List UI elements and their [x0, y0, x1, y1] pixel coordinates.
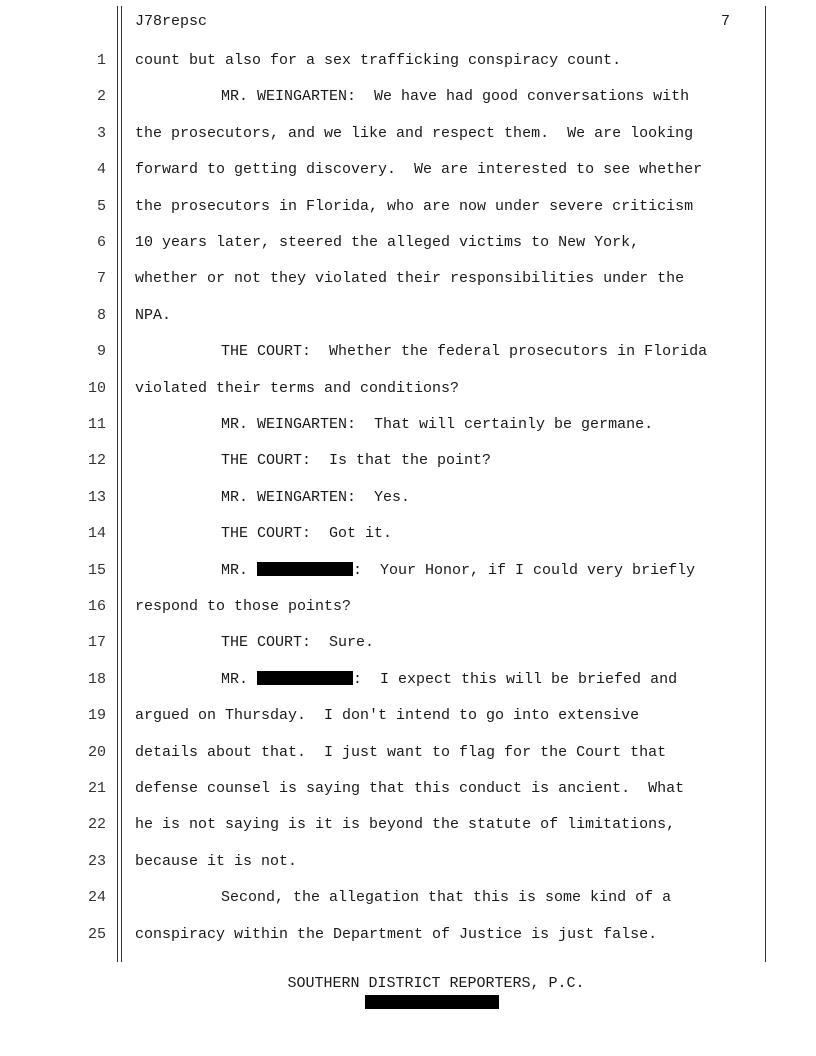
transcript-line: [0, 816, 816, 852]
line-number: 4: [96, 161, 106, 179]
line-number: 25: [87, 925, 106, 943]
line-text: [135, 816, 675, 833]
transcript-line: [0, 161, 816, 197]
line-number: 9: [96, 343, 106, 361]
transcript-line: [0, 598, 816, 634]
line-number: 23: [87, 852, 106, 870]
line-text: [135, 198, 693, 215]
line-text-segment: argued on Thursday. I don't intend to go into extensive: [135, 707, 640, 725]
line-text-segment: violated their terms and conditions?: [135, 379, 460, 397]
line-text: [135, 161, 702, 178]
line-text-segment: the prosecutors in Florida, who are now under severe criticism: [135, 197, 694, 215]
line-text-segment: THE COURT: Is that the point?: [221, 452, 492, 470]
document-id: J78repsc: [135, 13, 208, 30]
line-text-segment: defense counsel is saying that this conduct is ancient. What: [135, 780, 685, 797]
transcript-line: [0, 780, 816, 816]
transcript-line: [0, 525, 816, 561]
transcript-line: [0, 926, 816, 962]
transcript-line: [0, 343, 816, 379]
line-number: 20: [87, 743, 106, 761]
line-number: 11: [87, 416, 106, 433]
line-text: [135, 52, 621, 69]
transcript-line: [0, 416, 816, 452]
line-text-segment: MR.: [221, 670, 258, 688]
line-number: 15: [87, 561, 106, 579]
line-text: [135, 744, 666, 761]
transcript-line: [0, 562, 816, 598]
transcript-line: [0, 307, 816, 343]
line-text-segment: MR.: [221, 561, 258, 579]
line-number: 18: [87, 670, 106, 688]
line-text-segment: he is not saying is it is beyond the statute of limitations,: [135, 816, 676, 834]
transcript-line: [0, 88, 816, 124]
line-text-segment: MR. WEINGARTEN: Yes.: [221, 488, 411, 506]
line-text: [135, 343, 707, 360]
page-number: 7: [721, 13, 731, 30]
line-text-segment: : I expect this will be briefed and: [353, 670, 678, 688]
line-text: [135, 671, 677, 688]
line-text-segment: THE COURT: Whether the federal prosecutors in Florida: [221, 343, 708, 361]
line-text-segment: conspiracy within the Department of Justice is just false.: [135, 925, 658, 943]
line-number: 21: [87, 780, 106, 797]
line-number: 1: [96, 52, 106, 69]
line-number: 12: [87, 452, 106, 470]
line-text-segment: count but also for a sex trafficking conspiracy count.: [135, 52, 622, 69]
transcript-line: [0, 380, 816, 416]
line-text: [135, 780, 684, 797]
transcript-line: [0, 452, 816, 488]
line-text-segment: 10 years later, steered the alleged victims to New York,: [135, 234, 640, 251]
transcript-line: [0, 853, 816, 889]
redaction-box: [257, 671, 353, 685]
line-text-segment: forward to getting discovery. We are interested to see whether: [135, 161, 703, 179]
line-number: 24: [87, 889, 106, 907]
transcript-line: [0, 198, 816, 234]
line-text-segment: Second, the allegation that this is some kind of a: [221, 889, 672, 907]
line-number: 10: [87, 379, 106, 397]
line-text-segment: THE COURT: Got it.: [221, 525, 393, 543]
line-number: 17: [87, 634, 106, 652]
line-text: [135, 307, 171, 324]
line-text: [135, 234, 639, 251]
line-text-segment: respond to those points?: [135, 598, 352, 615]
line-text: [135, 416, 653, 433]
line-number: 7: [96, 270, 106, 288]
line-text-segment: the prosecutors, and we like and respect them. We are looking: [135, 124, 694, 142]
transcript-line: [0, 634, 816, 670]
transcript-line: [0, 744, 816, 780]
line-text-segment: : Your Honor, if I could very briefly: [353, 561, 696, 579]
line-text: [135, 380, 459, 397]
line-number: 5: [96, 197, 106, 215]
line-text: [135, 562, 695, 579]
line-text-segment: THE COURT: Sure.: [221, 634, 375, 652]
line-text: [135, 270, 684, 287]
line-text: [135, 489, 410, 506]
line-text-segment: whether or not they violated their responsibilities under the: [135, 270, 685, 288]
line-text: [135, 88, 689, 105]
line-text: [135, 853, 297, 870]
line-text-segment: MR. WEINGARTEN: We have had good conversations with: [221, 88, 690, 106]
line-text: [135, 598, 351, 615]
line-number: 2: [96, 88, 106, 106]
footer-redaction-bar: [365, 995, 499, 1009]
line-number: 19: [87, 707, 106, 725]
transcript-line: [0, 707, 816, 743]
transcript-line: [0, 671, 816, 707]
line-text: [135, 452, 491, 469]
transcript-line: [0, 489, 816, 525]
line-text: [135, 125, 693, 142]
line-text: [135, 926, 657, 943]
transcript-line: [0, 52, 816, 88]
line-text: [135, 707, 639, 724]
line-number: 16: [87, 598, 106, 615]
line-number: 3: [96, 124, 106, 142]
reporter-footer: SOUTHERN DISTRICT REPORTERS, P.C.: [287, 975, 585, 992]
transcript-line: [0, 270, 816, 306]
line-text-segment: because it is not.: [135, 852, 298, 870]
line-number: 8: [96, 306, 106, 324]
transcript-line: [0, 125, 816, 161]
line-number: 14: [87, 525, 106, 543]
line-text: [135, 634, 374, 651]
transcript-line: [0, 889, 816, 925]
line-number: 6: [96, 234, 106, 251]
line-text-segment: MR. WEINGARTEN: That will certainly be germane.: [221, 416, 654, 433]
transcript-line: [0, 234, 816, 270]
line-text: [135, 889, 671, 906]
line-number: 13: [87, 488, 106, 506]
redaction-box: [257, 562, 353, 576]
line-text-segment: NPA.: [135, 306, 172, 324]
line-number: 22: [87, 816, 106, 834]
line-text: [135, 525, 392, 542]
line-text-segment: details about that. I just want to flag for the Court that: [135, 743, 667, 761]
